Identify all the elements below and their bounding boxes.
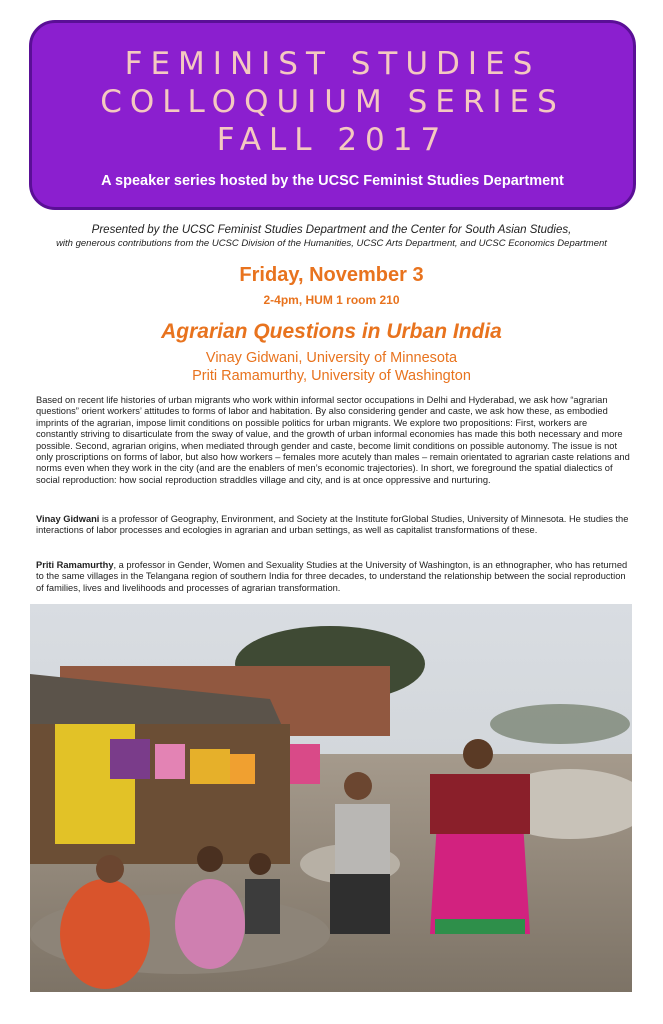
sponsors-line2: with generous contributions from the UCSC Division of the Humanities, UCSC Arts Department, and UCSC Economics Department (56, 238, 607, 249)
bio-priti (36, 560, 630, 594)
event-date: Friday, November 3 (239, 264, 424, 286)
sponsors-line1: Presented by the UCSC Feminist Studies Department and the Center for South Asian Studies, (91, 224, 572, 236)
bio-priti-text: , a professor in Gender, Women and Sexuality Studies at the University of Washington, is an ethnographer, who has returned to the same villages in the Telangana region of southern India for three decades, to understand the relationship between the social reproduction of families, lives and livelihoods and processes of agrarian transformation. (36, 560, 628, 593)
speaker-2: Priti Ramamurthy, University of Washington (192, 368, 471, 384)
photo-illustration (30, 604, 632, 992)
speaker-1: Vinay Gidwani, University of Minnesota (205, 350, 458, 366)
event-time-location: 2-4pm, HUM 1 room 210 (263, 293, 400, 307)
bio-priti-name: Priti Ramamurthy (36, 560, 114, 570)
banner-title-line3: FALL 2017 (216, 122, 449, 158)
banner-title-line1: FEMINIST STUDIES (124, 46, 541, 82)
sponsors-block (0, 224, 663, 249)
header-banner (29, 20, 636, 210)
bio-vinay-text: is a professor of Geography, Environment, and Society at the Institute forGlobal Studies, University of Minnesota. He studies the interactions of labor processes and ecologies in agrarian and urban settings, as well as capitalist transformations of these. (36, 514, 629, 536)
banner-subtitle: A speaker series hosted by the UCSC Feminist Studies Department (101, 173, 564, 189)
talk-title: Agrarian Questions in Urban India (161, 320, 502, 343)
bio-vinay (36, 514, 630, 537)
banner-title-line2: COLLOQUIUM SERIES (100, 84, 565, 120)
event-photo (30, 604, 632, 992)
abstract-paragraph: Based on recent life histories of urban migrants who work within informal sector occupations in Delhi and Hyderabad, we ask how “agrarian questions” orient workers’ attitudes to forms of labor and habitation. By also considering gender and caste, we ask how these, as embodied imprints of the agrarian, impose limit conditions on possible politics for urban migrants. We explore two propositions: First, workers are constantly striving to disarticulate from the sway of value, and the growth of urban informal economies has made this both necessary and more possible. Second, agrarian origins, when mediated through gender and caste, become limit conditions on possible autonomy. The issue is not only proscriptions on forms of labor, but also how workers – females more acutely than males – remain orientated to agrarian caste relations and norms even when they work in the city (and are the enablers of men’s economic trajectories). In short, we foreground the spatial dialectics of social reproduction: how social reproduction straddles village and city, and is at once oppressive and nurturing. (36, 395, 630, 485)
bio-vinay-name: Vinay Gidwani (36, 514, 100, 524)
